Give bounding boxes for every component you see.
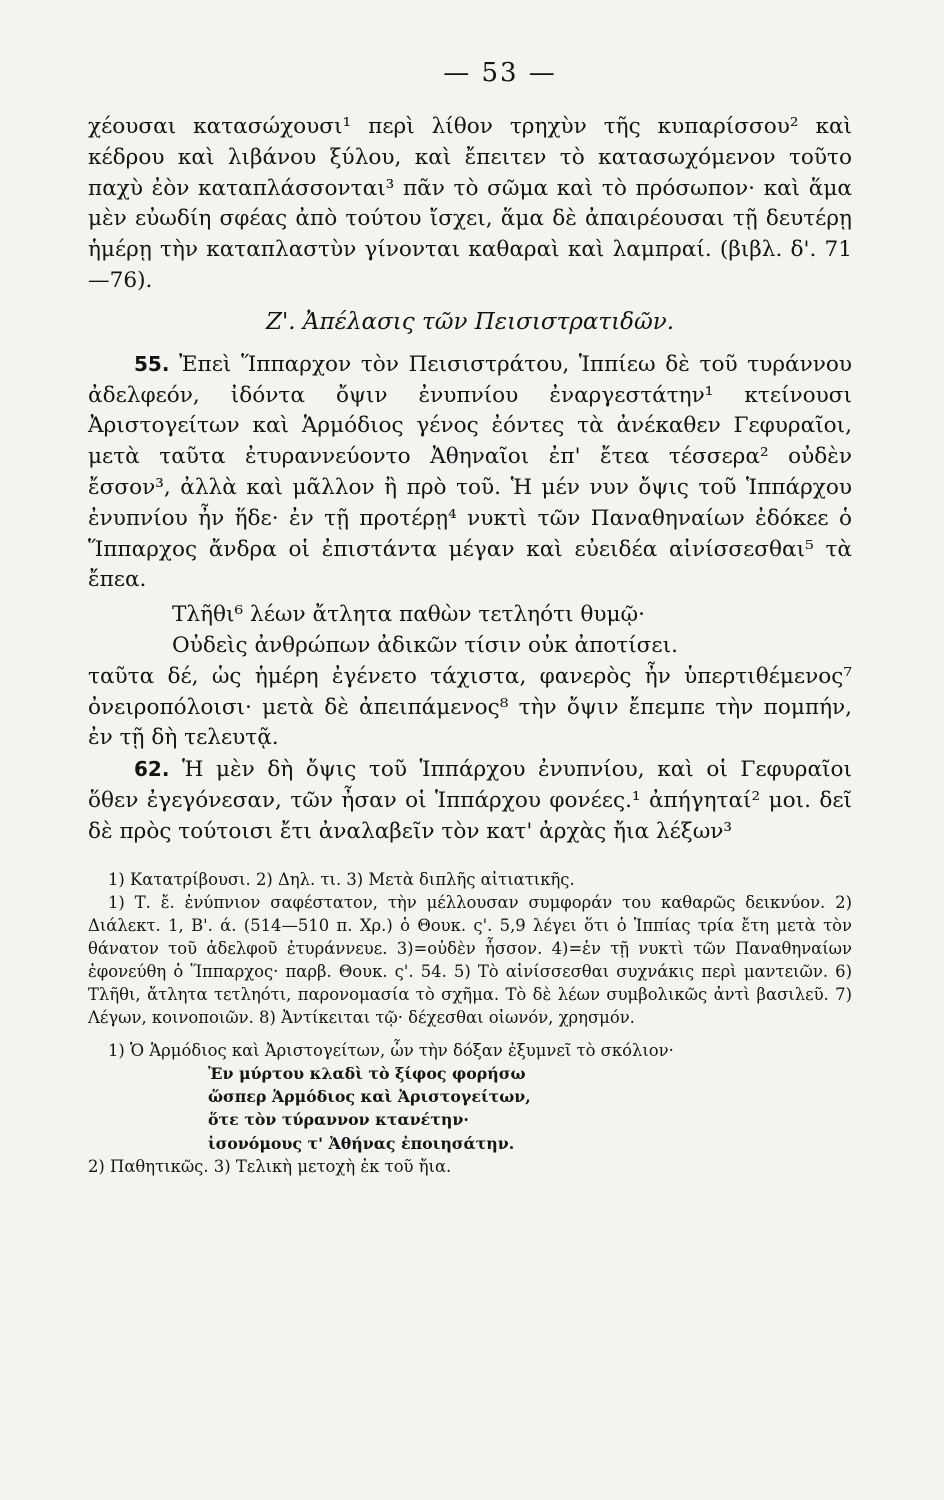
footnote-block-a: 1) Κατατρίβουσι. 2) Δηλ. τι. 3) Μετὰ διπλῆς αἰτιατικῆς.: [108, 869, 575, 889]
section-number-55: 55.: [134, 351, 170, 376]
footnote-block-b: 1) Τ. ἔ. ἐνύπνιον σαφέστατον, τὴν μέλλουσαν συμφοράν του καθαρῶς δεικνύον. 2) Διάλεκτ. 1, Β'. ά. (514—510 π. Χρ.) ὁ Θουκ. ς'. 5,9 λέγει ὅτι ὁ Ἱππίας τρία ἔτη μετὰ τὸν θάνατον τοῦ ἀδελφοῦ ἐτυράννευε. 3)=οὐδὲν ἧσσον. 4)=ἐν τῇ νυκτὶ τῶν Παναθηναίων ἐφονεύθη ὁ Ἵππαρχος· παρβ. Θουκ. ς'. 54. 5) Τὸ αἰνίσσεσθαι συχνάκις περὶ μαντειῶν. 6) Τλῆθι, ἄτλητα τετληότι, παρονομασία τὸ σχῆμα. Τὸ δὲ λέων συμβολικῶς ἀντὶ βασιλεῦ. 7) Λέγων, κοινοποιῶν. 8) Ἀντίκειται τῷ· δέχεσθαι οἰωνόν, χρησμόν.: [88, 892, 852, 1027]
paragraph-after-verse: ταῦτα δέ, ὡς ἡμέρη ἐγένετο τάχιστα, φανερὸς ἦν ὑπερτιθέμενος⁷ ὀνειροπόλοισι· μετὰ δὲ ἀπειπάμενος⁸ τὴν ὄψιν ἔπεμπε τὴν πομπήν, ἐν τῇ δὴ τελευτᾷ.: [88, 663, 852, 751]
footnote-block-c: [88, 1039, 852, 1156]
page-number: — 53 —: [443, 58, 557, 88]
skolion-line-2: ὥσπερ Ἁρμόδιος καὶ Ἀριστογείτων,: [208, 1086, 531, 1106]
paragraph-55-text: Ἐπεὶ Ἵππαρχον τὸν Πεισιστράτου, Ἱππίεω δὲ τοῦ τυράννου ἀδελφεόν, ἰδόντα ὄψιν ἐνυπνίου ἐναργεστάτην¹ κτείνουσι Ἀριστογείτων καὶ Ἁρμόδιος γένος ἐόντες τὰ ἀνέκαθεν Γεφυραῖοι, μετὰ ταῦτα ἐτυραννεύοντο Ἀθηναῖοι ἐπ' ἔτεα τέσσερα² οὐδὲν ἔσσον³, ἀλλὰ καὶ μᾶλλον ἢ πρὸ τοῦ. Ἡ μέν νυν ὄψις τοῦ Ἱππάρχου ἐνυπνίου ἦν ἥδε· ἐν τῇ προτέρῃ⁴ νυκτὶ τῶν Παναθηναίων ἐδόκεε ὁ Ἵππαρχος ἄνδρα οἱ ἐπιστάντα μέγαν καὶ εὐειδέα αἰνίσσεσθαι⁵ τὰ ἔπεα.: [88, 351, 852, 593]
footnotes: [88, 868, 852, 1179]
skolion-line-4: ἰσονόμους τ' Ἀθήνας ἐποιησάτην.: [208, 1133, 515, 1153]
skolion-line-1: Ἐν μύρτου κλαδὶ τὸ ξίφος φορήσω: [208, 1063, 526, 1083]
main-text: [88, 112, 852, 848]
paragraph-62-text: Ἡ μὲν δὴ ὄψις τοῦ Ἱππάρχου ἐνυπνίου, καὶ οἱ Γεφυραῖοι ὅθεν ἐγεγόνεσαν, τῶν ἦσαν οἱ Ἱππάρχου φονέες.¹ ἀπήγηταί² μοι. δεῖ δὲ πρὸς τούτοισι ἔτι ἀναλαβεῖν τὸν κατ' ἀρχὰς ἤια λέξων³: [88, 757, 852, 844]
section-heading: Ζ'. Ἀπέλασις τῶν Πεισιστρατιδῶν.: [265, 308, 675, 335]
section-number-62: 62.: [134, 757, 170, 782]
paragraph-intro: χέουσαι κατασώχουσι¹ περὶ λίθον τρηχὺν τῆς κυπαρίσσου² καὶ κέδρου καὶ λιβάνου ξύλου, καὶ ἔπειτεν τὸ κατασωχόμενον τοῦτο παχὺ ἐὸν καταπλάσσονται³ πᾶν τὸ σῶμα καὶ τὸ πρόσωπον· καὶ ἅμα μὲν εὐωδίη σφέας ἀπὸ τούτου ἴσχει, ἅμα δὲ ἀπαιρέουσαι τῇ δευτέρῃ ἡμέρῃ τὴν καταπλαστὺν γίνονται καθαραὶ καὶ λαμπραί. (βιβλ. δ'. 71—76).: [88, 114, 852, 293]
verse-line-1: Τλῆθι⁶ λέων ἄτλητα παθὼν τετληότι θυμῷ·: [172, 602, 646, 628]
verse-lines: [172, 600, 852, 662]
paragraph-62: [88, 754, 852, 847]
footnote-c-intro: 1) Ὁ Ἁρμόδιος καὶ Ἀριστογείτων, ὧν τὴν δόξαν ἐξυμνεῖ τὸ σκόλιον·: [108, 1040, 674, 1060]
skolion-line-3: ὅτε τὸν τύραννον κτανέτην·: [208, 1110, 469, 1130]
footnote-block-d: 2) Παθητικῶς. 3) Τελικὴ μετοχὴ ἐκ τοῦ ἤια.: [88, 1157, 452, 1177]
paragraph-55: [88, 349, 852, 596]
skolion-quote: [208, 1062, 852, 1156]
verse-line-2: Οὐδεὶς ἀνθρώπων ἀδικῶν τίσιν οὐκ ἀποτίσει.: [172, 632, 678, 658]
